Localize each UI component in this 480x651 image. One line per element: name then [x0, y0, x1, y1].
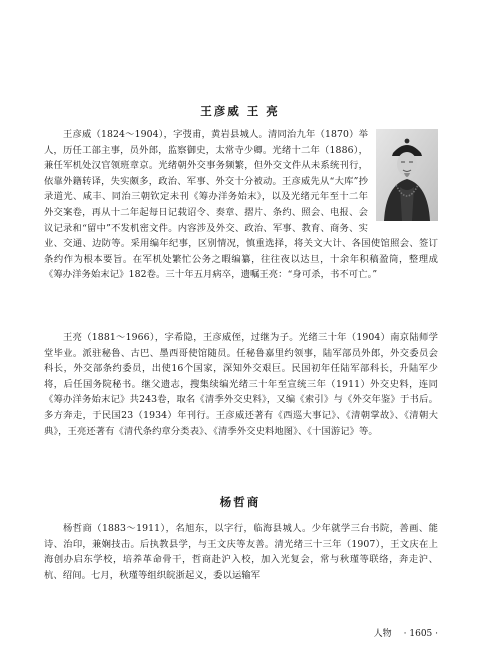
paragraph-text-wang-yanwei: 王彦威（1824～1904），字弢甫，黄岩县城人。清同治九年（1870）举人，历任工部主事，员外郎，监察御史，太常寺少卿。光绪十二年（1886），兼任军机处汉官领班章京。光绪朝外交事务频繁，但外交文件从未系统刊行，依靠外籍转译，失实颇多，政治、军事、外交十分被动。王彦威先从“大库”抄录道光、咸丰、同治三朝钦定未刊《筹办洋务始末》，以及光绪元年至十二年外交案卷，再从十二年起每日记载诏令、奏章、摺片、条约、照会、电报、会议记录和“留中”不发机密文件。内容涉及外交、政治、军事、教育、商务、实业、交通、边防等。采用编年纪事，区别情况，慎重选择，将关文大计、各国使馆照会、签订条约作为根本要旨。在军机处繁忙公务之暇编纂，往往夜以达旦，十余年积稿盈筒，整理成《筹办洋务始末记》182卷。三十年五月病卒，遗嘱王亮：“身可杀，书不可亡。”	[44, 129, 438, 281]
footer-section-label: 人物	[373, 629, 392, 639]
section-title-yang: 杨哲商	[219, 495, 261, 509]
paragraph-wang-liang: 王亮（1881～1966），字希隐，王彦威侄，过继为子。光绪三十年（1904）南京陆师学堂毕业。派驻秘鲁、古巴、墨西哥使馆随员。任秘鲁嘉里约领事，陆军部员外郎，外交委员会科长，外交部条约委员，出使16个国家，深知外交艰巨。民国初年任陆军部科长，升陆军少将，后任国务院秘书。继父遗志，搜集续编光绪三十年至宣统三年（1911）外交史料，连同《筹办洋务始末记》共243卷，取名《清季外交史料》，又编《索引》与《外交年鉴》于书后。多方奔走，于民国23（1934）年刊行。王彦威还著有《西巡大事记》、《清朝掌故》、《清朝大典》，王亮还著有《清代条约章分类表》、《清季外交史料地图》、《十国游记》等。	[44, 332, 438, 437]
page-footer	[374, 626, 438, 639]
paragraph-wang-yanwei	[44, 127, 438, 283]
page-number: · 1605 ·	[403, 629, 438, 639]
paragraph-yang-zheshang: 杨哲商（1883～1911），名旭东，以字行，临海县城人。少年就学三台书院，善画、能诗、治印，兼娴技击。后执教县学，与王文庆等友善。清光绪三十三年（1907），王文庆在上海创办启东学校，培养革命骨干，哲商赴沪入校，加入光复会，常与秋瑾等联络，奔走沪、杭、绍间。七月，秋瑾等组织皖浙起义，委以运输军	[44, 523, 438, 581]
portrait-photo	[376, 129, 438, 221]
section-title-wang: 王彦威 王 亮	[200, 104, 280, 118]
